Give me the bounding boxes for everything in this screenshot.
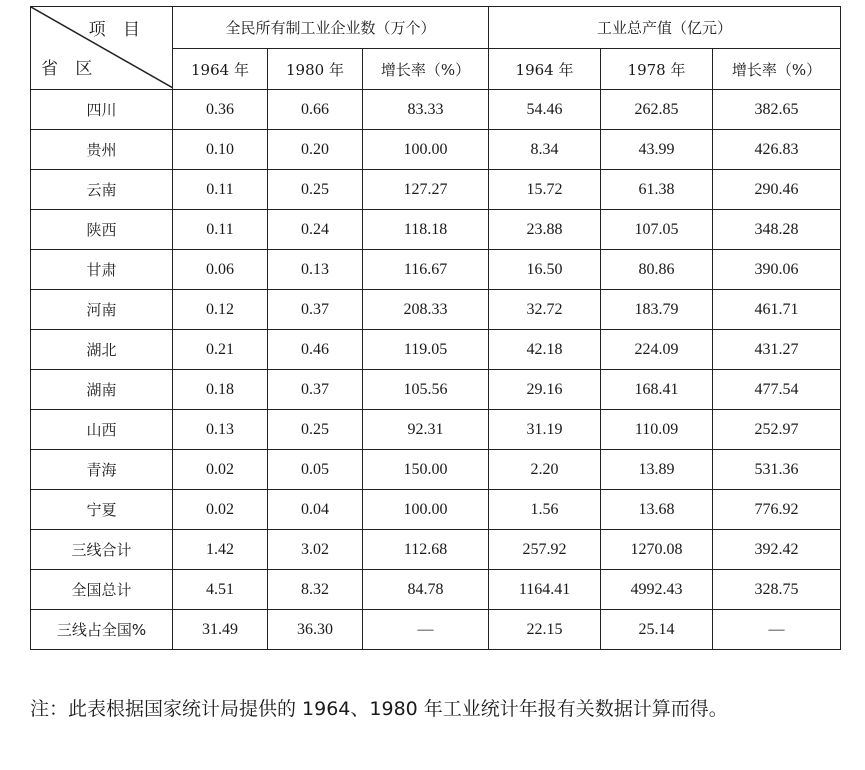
subheader-cell: 1978 年 [601, 49, 713, 90]
row-label: 三线合计 [31, 530, 173, 570]
table-cell: 208.33 [363, 290, 489, 330]
table-cell: 477.54 [713, 370, 841, 410]
table-cell: 0.13 [173, 410, 268, 450]
table-cell: 262.85 [601, 90, 713, 130]
table-row [31, 450, 841, 490]
table-cell: 426.83 [713, 130, 841, 170]
table-cell: 84.78 [363, 570, 489, 610]
row-label: 三线占全国% [31, 610, 173, 650]
table-cell: 1270.08 [601, 530, 713, 570]
table-row [31, 290, 841, 330]
table-cell: 43.99 [601, 130, 713, 170]
table-cell: 290.46 [713, 170, 841, 210]
table-cell: 42.18 [489, 330, 601, 370]
table-row [31, 370, 841, 410]
table-row [31, 170, 841, 210]
table-cell: 382.65 [713, 90, 841, 130]
table-cell: 0.37 [268, 290, 363, 330]
row-label: 河南 [31, 290, 173, 330]
table-cell: 116.67 [363, 250, 489, 290]
table-cell: 8.32 [268, 570, 363, 610]
table-cell: 168.41 [601, 370, 713, 410]
row-label: 云南 [31, 170, 173, 210]
table-cell: 31.19 [489, 410, 601, 450]
table-cell: 1.56 [489, 490, 601, 530]
table-cell: 531.36 [713, 450, 841, 490]
table-cell: 118.18 [363, 210, 489, 250]
row-label: 甘肃 [31, 250, 173, 290]
table-cell: 348.28 [713, 210, 841, 250]
table-cell: 0.02 [173, 490, 268, 530]
table-cell: — [713, 610, 841, 650]
table-cell: 0.36 [173, 90, 268, 130]
table-cell: 0.37 [268, 370, 363, 410]
table-cell: 431.27 [713, 330, 841, 370]
table-cell: 23.88 [489, 210, 601, 250]
table-cell: 0.46 [268, 330, 363, 370]
table-cell: 0.25 [268, 410, 363, 450]
group-header-output: 工业总产值（亿元） [489, 7, 841, 49]
table-cell: 0.12 [173, 290, 268, 330]
table-cell: 1.42 [173, 530, 268, 570]
table-cell: 0.11 [173, 170, 268, 210]
table-cell: 110.09 [601, 410, 713, 450]
table-cell: 0.02 [173, 450, 268, 490]
table-cell: 0.13 [268, 250, 363, 290]
table-cell: 107.05 [601, 210, 713, 250]
table-cell: 0.05 [268, 450, 363, 490]
table-cell: 32.72 [489, 290, 601, 330]
table-cell: 776.92 [713, 490, 841, 530]
table-wrapper [30, 6, 840, 650]
subheader-cell: 增长率（%） [363, 49, 489, 90]
table-cell: 392.42 [713, 530, 841, 570]
table-cell: 36.30 [268, 610, 363, 650]
table-row [31, 610, 841, 650]
table-row [31, 410, 841, 450]
table-cell: 224.09 [601, 330, 713, 370]
table-cell: 105.56 [363, 370, 489, 410]
table-row [31, 90, 841, 130]
table-cell: 13.89 [601, 450, 713, 490]
corner-header [31, 7, 173, 90]
corner-top-label: 项 目 [88, 20, 146, 40]
table-cell: 461.71 [713, 290, 841, 330]
table-cell: 3.02 [268, 530, 363, 570]
subheader-cell: 1980 年 [268, 49, 363, 90]
corner-bottom-label: 省 区 [41, 59, 99, 79]
table-cell: 1164.41 [489, 570, 601, 610]
table-cell: 127.27 [363, 170, 489, 210]
row-label: 青海 [31, 450, 173, 490]
table-cell: 4.51 [173, 570, 268, 610]
table-cell: 0.25 [268, 170, 363, 210]
row-label: 山西 [31, 410, 173, 450]
group-header-enterprises: 全民所有制工业企业数（万个） [173, 7, 489, 49]
table-cell: 100.00 [363, 130, 489, 170]
table-cell: 31.49 [173, 610, 268, 650]
table-cell: 0.06 [173, 250, 268, 290]
table-row [31, 210, 841, 250]
table-cell: 328.75 [713, 570, 841, 610]
table-cell: 83.33 [363, 90, 489, 130]
table-cell: 150.00 [363, 450, 489, 490]
table-cell: 257.92 [489, 530, 601, 570]
subheader-cell: 增长率（%） [713, 49, 841, 90]
table-cell: 0.18 [173, 370, 268, 410]
table-cell: 25.14 [601, 610, 713, 650]
table-cell: 252.97 [713, 410, 841, 450]
table-row [31, 130, 841, 170]
table-cell: 80.86 [601, 250, 713, 290]
table-cell: 8.34 [489, 130, 601, 170]
row-label: 湖南 [31, 370, 173, 410]
table-cell: 16.50 [489, 250, 601, 290]
table-row [31, 570, 841, 610]
statistics-table [30, 6, 841, 650]
table-cell: 54.46 [489, 90, 601, 130]
table-cell: 29.16 [489, 370, 601, 410]
table-cell: 0.20 [268, 130, 363, 170]
table-cell: — [363, 610, 489, 650]
table-cell: 13.68 [601, 490, 713, 530]
table-row [31, 490, 841, 530]
row-label: 贵州 [31, 130, 173, 170]
table-cell: 61.38 [601, 170, 713, 210]
table-cell: 112.68 [363, 530, 489, 570]
table-row [31, 330, 841, 370]
table-cell: 4992.43 [601, 570, 713, 610]
table-cell: 0.21 [173, 330, 268, 370]
table-cell: 15.72 [489, 170, 601, 210]
table-cell: 22.15 [489, 610, 601, 650]
table-cell: 183.79 [601, 290, 713, 330]
row-label: 宁夏 [31, 490, 173, 530]
table-cell: 390.06 [713, 250, 841, 290]
row-label: 四川 [31, 90, 173, 130]
table-cell: 0.04 [268, 490, 363, 530]
row-label: 陕西 [31, 210, 173, 250]
table-cell: 0.24 [268, 210, 363, 250]
table-cell: 100.00 [363, 490, 489, 530]
table-cell: 119.05 [363, 330, 489, 370]
subheader-cell: 1964 年 [489, 49, 601, 90]
table-cell: 0.66 [268, 90, 363, 130]
table-cell: 92.31 [363, 410, 489, 450]
table-cell: 0.10 [173, 130, 268, 170]
table-note: 注：此表根据国家统计局提供的 1964、1980 年工业统计年报有关数据计算而得。 [30, 698, 728, 720]
row-label: 湖北 [31, 330, 173, 370]
table-row [31, 250, 841, 290]
row-label: 全国总计 [31, 570, 173, 610]
table-cell: 0.11 [173, 210, 268, 250]
table-body [31, 90, 841, 650]
table-row [31, 530, 841, 570]
subheader-cell: 1964 年 [173, 49, 268, 90]
header-row-1 [31, 7, 841, 49]
table-cell: 2.20 [489, 450, 601, 490]
